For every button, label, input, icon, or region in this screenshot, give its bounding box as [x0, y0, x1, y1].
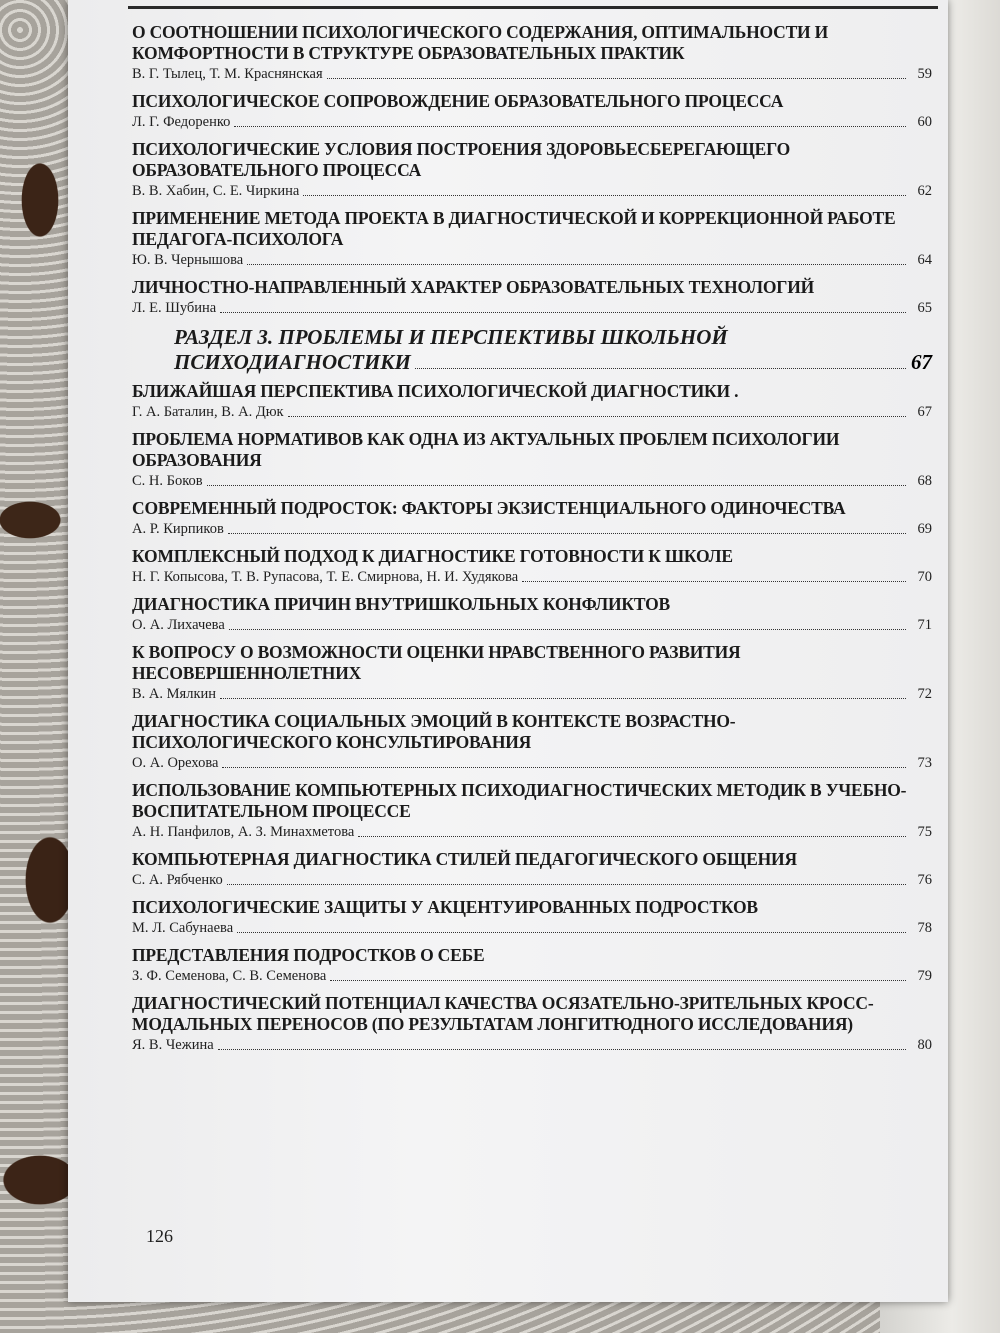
top-rule — [128, 6, 938, 9]
entry-title: ПСИХОЛОГИЧЕСКИЕ УСЛОВИЯ ПОСТРОЕНИЯ ЗДОРОВЬЕСБЕРЕГАЮЩЕГО ОБРАЗОВАТЕЛЬНОГО ПРОЦЕССА — [132, 139, 791, 180]
entry-authors: О. А. Орехова — [132, 755, 219, 771]
toc-entry — [132, 993, 932, 1055]
entry-page-number: 64 — [917, 252, 932, 268]
entry-authors: С. Н. Боков — [132, 473, 203, 489]
entry-authors: Я. В. Чежина — [132, 1037, 214, 1053]
entry-page-number: 60 — [917, 114, 932, 130]
entry-author-line — [132, 753, 932, 773]
dot-leader — [522, 580, 906, 582]
section-heading — [132, 325, 932, 375]
entry-title: КОМПЛЕКСНЫЙ ПОДХОД К ДИАГНОСТИКЕ ГОТОВНОСТИ К ШКОЛЕ — [132, 546, 733, 566]
dot-leader — [220, 311, 906, 313]
section-title-line-1: РАЗДЕЛ 3. ПРОБЛЕМЫ И ПЕРСПЕКТИВЫ ШКОЛЬНОЙ — [174, 325, 728, 349]
entry-page-number: 62 — [917, 183, 932, 199]
entry-page-number: 69 — [917, 521, 932, 537]
entry-page-number: 75 — [917, 824, 932, 840]
toc-entry — [132, 139, 932, 201]
entry-title: КОМПЬЮТЕРНАЯ ДИАГНОСТИКА СТИЛЕЙ ПЕДАГОГИЧЕСКОГО ОБЩЕНИЯ — [132, 849, 797, 869]
entry-authors: С. А. Рябченко — [132, 872, 223, 888]
toc-entry — [132, 277, 932, 318]
entry-authors: Л. Г. Федоренко — [132, 114, 231, 130]
entry-authors: В. В. Хабин, С. Е. Чиркина — [132, 183, 300, 199]
entry-page-number: 76 — [917, 872, 932, 888]
dot-leader — [229, 628, 906, 630]
entry-title: ИСПОЛЬЗОВАНИЕ КОМПЬЮТЕРНЫХ ПСИХОДИАГНОСТИЧЕСКИХ МЕТОДИК В УЧЕБНО-ВОСПИТАТЕЛЬНОМ ПРОЦЕССЕ — [132, 780, 907, 821]
toc-entry — [132, 546, 932, 587]
entry-author-line — [132, 112, 932, 132]
entry-author-line — [132, 822, 932, 842]
entry-page-number: 72 — [917, 686, 932, 702]
dot-leader — [303, 194, 906, 196]
entry-title: ПРЕДСТАВЛЕНИЯ ПОДРОСТКОВ О СЕБЕ — [132, 945, 485, 965]
toc-entry — [132, 780, 932, 842]
entry-authors: А. Н. Панфилов, А. З. Минахметова — [132, 824, 355, 840]
entry-page-number: 73 — [917, 755, 932, 771]
entry-authors: В. А. Мялкин — [132, 686, 217, 702]
entry-page-number: 68 — [917, 473, 932, 489]
entry-title: ЛИЧНОСТНО-НАПРАВЛЕННЫЙ ХАРАКТЕР ОБРАЗОВАТЕЛЬНЫХ ТЕХНОЛОГИЙ — [132, 277, 815, 297]
entry-authors: А. Р. Кирпиков — [132, 521, 224, 537]
dot-leader — [220, 697, 906, 699]
dot-leader — [415, 367, 906, 369]
toc-part-1 — [132, 22, 932, 318]
entry-title: ПСИХОЛОГИЧЕСКОЕ СОПРОВОЖДЕНИЕ ОБРАЗОВАТЕЛЬНОГО ПРОЦЕССА — [132, 91, 784, 111]
toc-entry — [132, 498, 932, 539]
entry-author-line — [132, 1035, 932, 1055]
toc-entry — [132, 381, 932, 422]
entry-title: БЛИЖАЙШАЯ ПЕРСПЕКТИВА ПСИХОЛОГИЧЕСКОЙ ДИАГНОСТИКИ . — [132, 381, 739, 401]
entry-authors: Ю. В. Чернышова — [132, 252, 244, 268]
entry-title: ДИАГНОСТИКА СОЦИАЛЬНЫХ ЭМОЦИЙ В КОНТЕКСТЕ ВОЗРАСТНО-ПСИХОЛОГИЧЕСКОГО КОНСУЛЬТИРОВАНИЯ — [132, 711, 736, 752]
entry-authors: Г. А. Баталин, В. А. Дюк — [132, 404, 284, 420]
entry-authors: О. А. Лихачева — [132, 617, 225, 633]
entry-author-line — [132, 567, 932, 587]
toc-entry — [132, 642, 932, 704]
dot-leader — [288, 415, 906, 417]
page-footer-number: 126 — [146, 1226, 173, 1246]
entry-title: ПРИМЕНЕНИЕ МЕТОДА ПРОЕКТА В ДИАГНОСТИЧЕСКОЙ И КОРРЕКЦИОННОЙ РАБОТЕ ПЕДАГОГА-ПСИХОЛОГА — [132, 208, 896, 249]
entry-title: ПРОБЛЕМА НОРМАТИВОВ КАК ОДНА ИЗ АКТУАЛЬНЫХ ПРОБЛЕМ ПСИХОЛОГИИ ОБРАЗОВАНИЯ — [132, 429, 840, 470]
entry-title: СОВРЕМЕННЫЙ ПОДРОСТОК: ФАКТОРЫ ЭКЗИСТЕНЦИАЛЬНОГО ОДИНОЧЕСТВА — [132, 498, 846, 518]
book-page — [68, 0, 948, 1302]
entry-author-line — [132, 181, 932, 201]
entry-title: О СООТНОШЕНИИ ПСИХОЛОГИЧЕСКОГО СОДЕРЖАНИЯ, ОПТИМАЛЬНОСТИ И КОМФОРТНОСТИ В СТРУКТУРЕ ОБРАЗОВАТЕЛЬНЫХ ПРАКТИК — [132, 22, 829, 63]
section-title-line-2: ПСИХОДИАГНОСТИКИ — [174, 350, 411, 374]
dot-leader — [358, 835, 906, 837]
entry-author-line — [132, 250, 932, 270]
entry-page-number: 65 — [917, 300, 932, 316]
toc-entry — [132, 945, 932, 986]
dot-leader — [218, 1048, 906, 1050]
entry-author-line — [132, 519, 932, 539]
dot-leader — [228, 532, 906, 534]
entry-title: ДИАГНОСТИКА ПРИЧИН ВНУТРИШКОЛЬНЫХ КОНФЛИКТОВ — [132, 594, 671, 614]
toc-entry — [132, 22, 932, 84]
toc-entry — [132, 594, 932, 635]
entry-authors: З. Ф. Семенова, С. В. Семенова — [132, 968, 327, 984]
section-title-row-2 — [174, 350, 932, 375]
dot-leader — [227, 883, 906, 885]
dot-leader — [330, 979, 906, 981]
entry-page-number: 79 — [917, 968, 932, 984]
entry-authors: Л. Е. Шубина — [132, 300, 217, 316]
entry-author-line — [132, 966, 932, 986]
section-page-number: 67 — [911, 350, 932, 374]
entry-authors: В. Г. Тылец, Т. М. Краснянская — [132, 66, 323, 82]
table-of-contents — [132, 22, 932, 1062]
dot-leader — [207, 484, 906, 486]
entry-page-number: 71 — [917, 617, 932, 633]
entry-author-line — [132, 684, 932, 704]
toc-entry — [132, 208, 932, 270]
toc-entry — [132, 897, 932, 938]
entry-page-number: 78 — [917, 920, 932, 936]
entry-author-line — [132, 64, 932, 84]
entry-page-number: 80 — [917, 1037, 932, 1053]
dot-leader — [222, 766, 906, 768]
entry-author-line — [132, 298, 932, 318]
entry-title: ПСИХОЛОГИЧЕСКИЕ ЗАЩИТЫ У АКЦЕНТУИРОВАННЫХ ПОДРОСТКОВ — [132, 897, 758, 917]
entry-author-line — [132, 918, 932, 938]
toc-part-2 — [132, 381, 932, 1055]
toc-entry — [132, 91, 932, 132]
toc-entry — [132, 711, 932, 773]
dot-leader — [234, 125, 906, 127]
entry-page-number: 59 — [917, 66, 932, 82]
entry-title: ДИАГНОСТИЧЕСКИЙ ПОТЕНЦИАЛ КАЧЕСТВА ОСЯЗАТЕЛЬНО-ЗРИТЕЛЬНЫХ КРОСС-МОДАЛЬНЫХ ПЕРЕНОСОВ (ПО РЕЗУЛЬТАТАМ ЛОНГИТЮДНОГО ИССЛЕДОВАНИЯ) — [132, 993, 874, 1034]
entry-author-line — [132, 471, 932, 491]
dot-leader — [247, 263, 906, 265]
entry-author-line — [132, 615, 932, 635]
toc-entry — [132, 849, 932, 890]
entry-author-line — [132, 402, 932, 422]
entry-page-number: 70 — [917, 569, 932, 585]
entry-author-line — [132, 870, 932, 890]
toc-entry — [132, 429, 932, 491]
entry-title: К ВОПРОСУ О ВОЗМОЖНОСТИ ОЦЕНКИ НРАВСТВЕННОГО РАЗВИТИЯ НЕСОВЕРШЕННОЛЕТНИХ — [132, 642, 741, 683]
dot-leader — [237, 931, 906, 933]
entry-page-number: 67 — [917, 404, 932, 420]
entry-authors: М. Л. Сабунаева — [132, 920, 234, 936]
entry-authors: Н. Г. Копысова, Т. В. Рупасова, Т. Е. Смирнова, Н. И. Худякова — [132, 569, 519, 585]
dot-leader — [327, 77, 906, 79]
